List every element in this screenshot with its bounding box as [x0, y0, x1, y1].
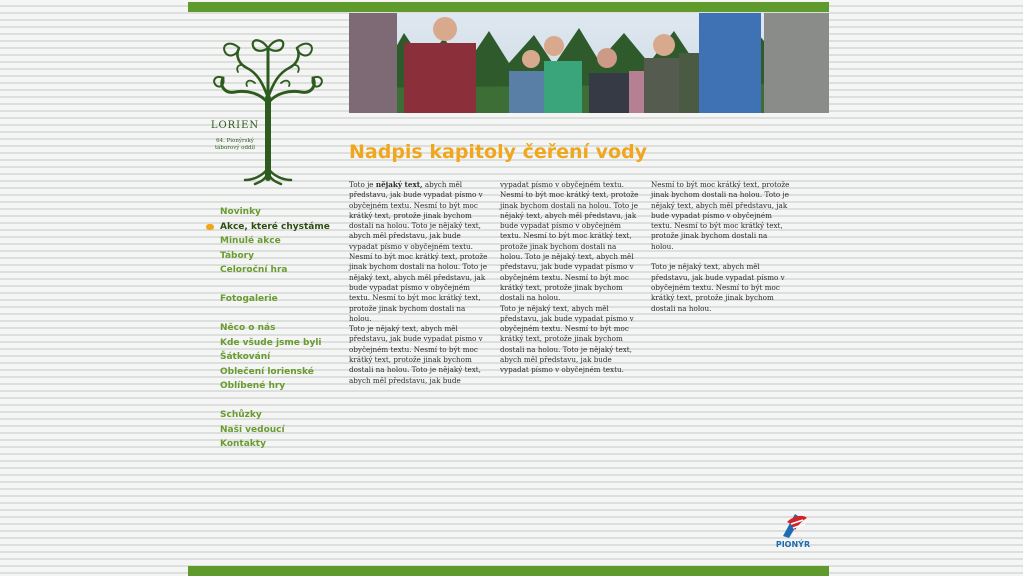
bold-text: nějaký text, — [375, 180, 423, 189]
pionyr-emblem-icon — [773, 510, 813, 540]
brand-subtitle-line2: táborový oddíl — [214, 145, 256, 151]
nav-item-neco-o-nas[interactable]: Něco o nás — [220, 323, 276, 333]
content-column-1 — [349, 180, 489, 386]
paragraph — [349, 180, 489, 324]
paragraph-lead: Toto je — [349, 180, 376, 189]
site-logo[interactable] — [205, 28, 330, 188]
content-column-2 — [500, 180, 640, 376]
nav-item-oblibene-hry[interactable]: Oblíbené hry — [220, 381, 286, 391]
pionyr-logo[interactable] — [773, 510, 813, 552]
nav-item-satkovani[interactable]: Šátkování — [220, 352, 271, 362]
paragraph-text: abych měl představu, jak bude vypadat písmo v obyčejném textu. Nesmí to být moc krátký text, protože jinak bychom dostali na holou. Toto je nějaký text, abych měl představu, jak bude vypadat písmo v obyčejném textu. Nesmí to být moc krátký text, protože jinak bychom dostali na holou. Toto je nějaký text, abych měl představu, jak bude vypadat písmo v obyčejném textu. Nesmí to být moc krátký text, protože jinak bychom dostali na holou. — [349, 180, 488, 323]
brand-subtitle — [205, 138, 265, 152]
nav-item-obleceni-lorienske[interactable]: Oblečení lorienské — [220, 366, 314, 377]
nav-item-tabory[interactable]: Tábory — [220, 250, 254, 261]
nav-item-fotogalerie[interactable]: Fotogalerie — [220, 294, 278, 304]
brand-name: LORIEN — [210, 120, 260, 131]
main-navigation — [220, 205, 330, 452]
nav-item-nasi-vedouci[interactable]: Naši vedoucí — [220, 424, 285, 435]
paragraph: Nesmí to být moc krátký text, protože jinak bychom dostali na holou. Toto je nějaký text, abych měl představu, jak bude vypadat písmo v obyčejném textu. Nesmí to být moc krátký text, protože jinak bychom dostali na holou. — [651, 180, 790, 251]
content-column-3 — [651, 180, 791, 314]
page-title: Nadpis kapitoly čeření vody — [349, 141, 648, 163]
paragraph: vypadat písmo v obyčejném textu. Nesmí to být moc krátký text, protože jinak bychom dostali na holou. Toto je nějaký text, abych měl představu, jak bude vypadat písmo v obyčejném textu. Nesmí to být moc krátký text, protože jinak bychom dostali na holou. Toto je nějaký text, abych měl představu, jak bude vypadat písmo v obyčejném textu. Nesmí to být moc krátký text, protože jinak bychom dostali na holou. — [500, 180, 639, 303]
group-photo-image — [349, 13, 829, 113]
nav-item-kde-vsude-jsme-byli[interactable]: Kde všude jsme byli — [220, 337, 322, 348]
bottom-accent-bar — [188, 566, 829, 576]
tree-logo-icon — [205, 28, 330, 188]
pionyr-label: PIONÝR — [775, 540, 811, 549]
nav-item-schuzky[interactable]: Schůzky — [220, 410, 262, 420]
nav-item-minule-akce[interactable]: Minulé akce — [220, 236, 281, 246]
paragraph: Toto je nějaký text, abych měl představu, jak bude vypadat písmo v obyčejném textu. Nesmí to být moc krátký text, protože jinak bychom dostali na holou. Toto je nějaký text, abych měl představu, jak bude vypadat písmo v obyčejném textu. — [500, 303, 634, 375]
nav-item-novinky[interactable]: Novinky — [220, 207, 261, 217]
paragraph: Toto je nějaký text, abych měl představu, jak bude vypadat písmo v obyčejném textu. Nesmí to být moc krátký text, protože jinak bychom dostali na holou. — [651, 262, 785, 313]
nav-item-kontakty[interactable]: Kontakty — [220, 439, 266, 449]
top-accent-bar — [188, 2, 829, 12]
nav-item-akce-ktere-chystame[interactable]: Akce, které chystáme — [220, 220, 330, 235]
brand-subtitle-line1: 64. Pionýrský — [216, 138, 254, 144]
paragraph: Toto je nějaký text, abych měl představu, jak bude vypadat písmo v obyčejném textu. Nesmí to být moc krátký text, protože jinak bychom dostali na holou. Toto je nějaký text, abych měl představu, jak bude — [349, 324, 483, 385]
nav-item-celorocni-hra[interactable]: Celoroční hra — [220, 265, 288, 275]
hero-photo — [349, 13, 829, 113]
